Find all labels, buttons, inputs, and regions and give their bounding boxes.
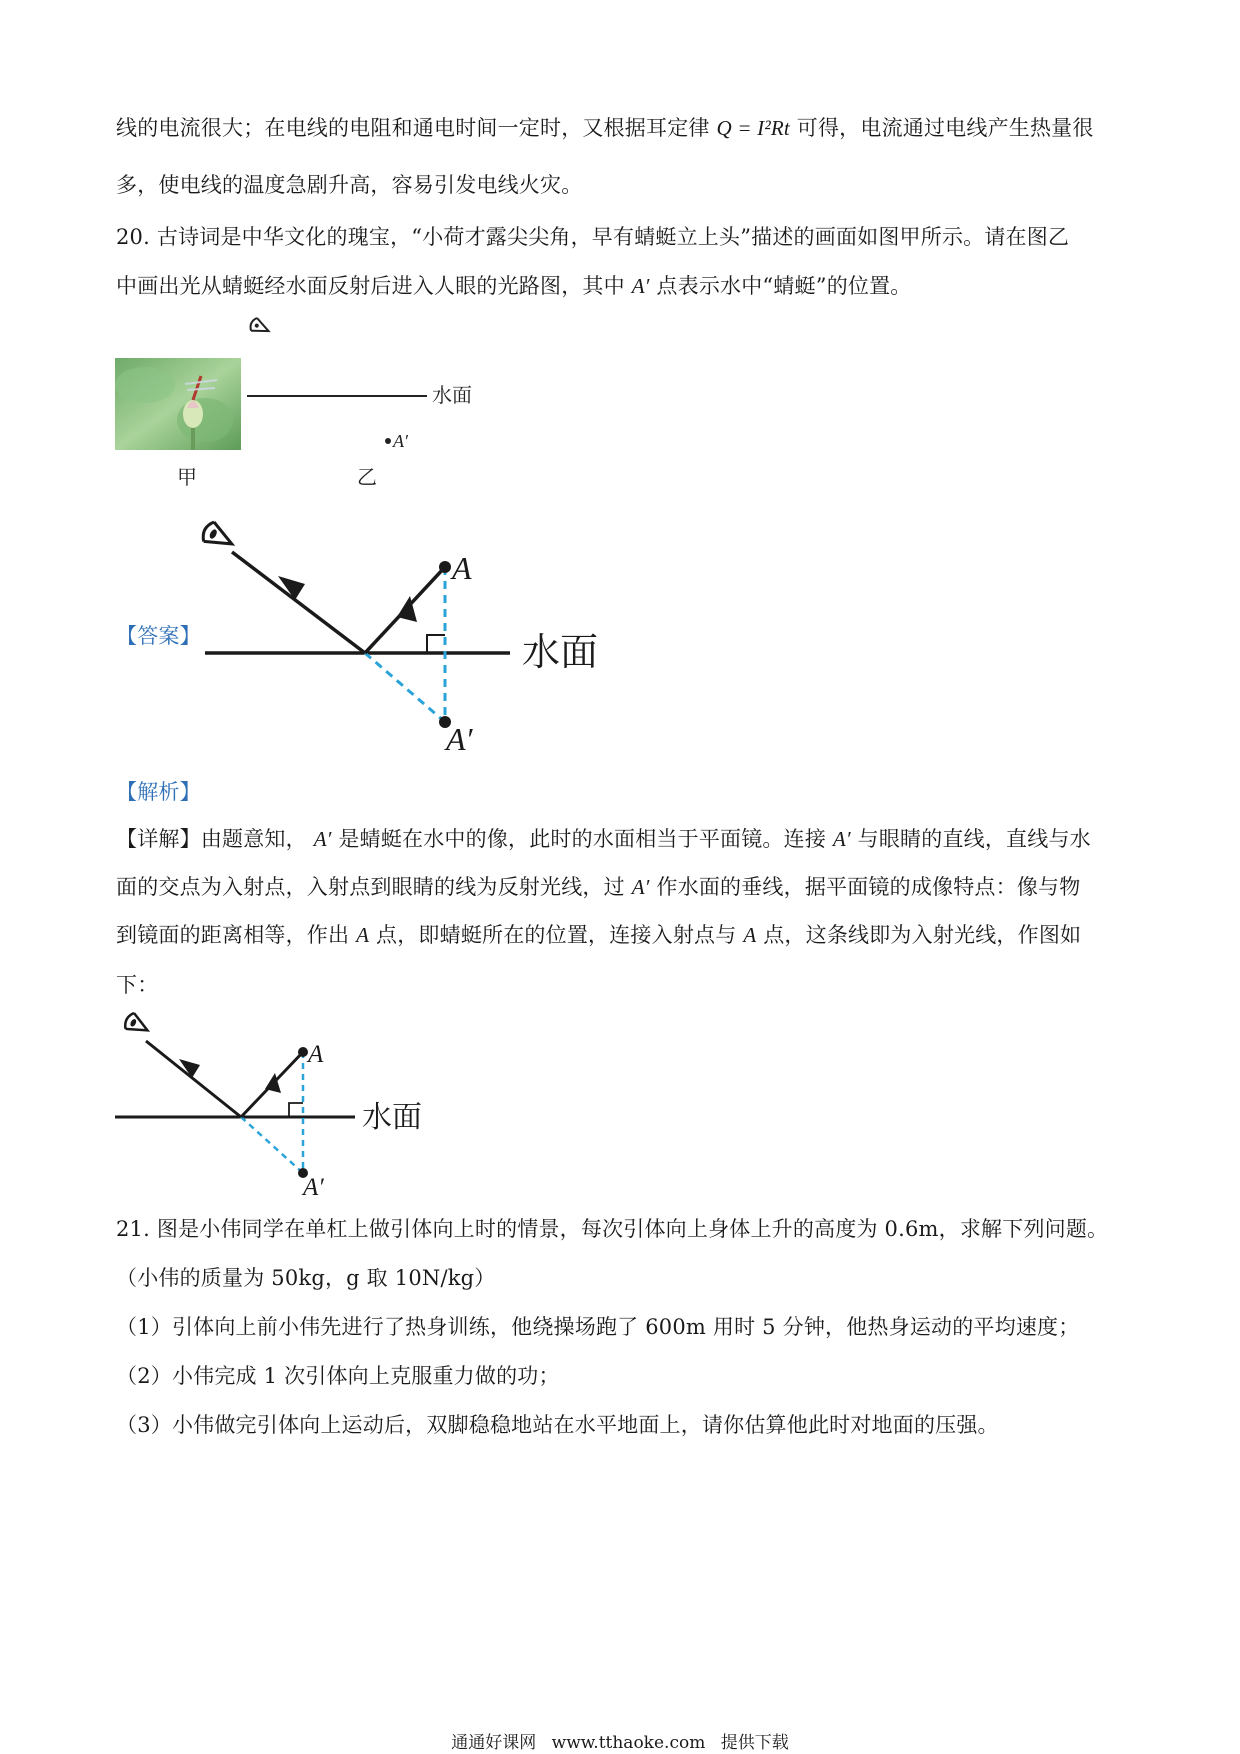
text-segment: 线的电流很大；在电线的电阻和通电时间一定时，又根据耳定律 bbox=[116, 116, 710, 140]
extension-dashed-line bbox=[365, 653, 445, 722]
text-line: 多，使电线的温度急剧升高，容易引发电线火灾。 bbox=[116, 173, 583, 197]
water-surface-label: 水面 bbox=[522, 630, 599, 674]
text-segment: 作水面的垂线，据平面镜的成像特点：像与物 bbox=[656, 875, 1081, 899]
point-A-prime-label: A′ bbox=[446, 721, 473, 757]
text-segment: 到镜面的距离相等，作出 bbox=[116, 923, 350, 947]
point-A-label: A bbox=[308, 1041, 324, 1068]
question-21-line-2: （小伟的质量为 50kg，g 取 10N/kg） bbox=[116, 1266, 496, 1290]
joule-law-formula: Q = I²Rt bbox=[716, 116, 790, 140]
question-figure bbox=[105, 310, 505, 500]
detail-line-1 bbox=[116, 823, 1091, 853]
eye-icon bbox=[248, 317, 271, 338]
detail-line-3 bbox=[116, 919, 1081, 949]
water-surface-label: 水面 bbox=[432, 383, 472, 407]
footer-url[interactable]: www.tthaoke.com bbox=[551, 1733, 706, 1753]
detail-line-2 bbox=[116, 871, 1080, 901]
question-20-line-1: 20. 古诗词是中华文化的瑰宝，“小荷才露尖尖角，早有蜻蜓立上头”描述的画面如图甲所示。请在图乙 bbox=[116, 225, 1070, 249]
point-symbol: A′ bbox=[313, 827, 332, 851]
text-segment: 点，这条线即为入射光线，作图如 bbox=[763, 923, 1082, 947]
lotus-dragonfly-photo bbox=[115, 358, 241, 450]
point-symbol: A bbox=[356, 923, 370, 947]
point-A-label: A bbox=[452, 550, 472, 586]
detail-label: 【详解】 bbox=[116, 827, 201, 851]
footer-action: 提供下载 bbox=[720, 1733, 789, 1753]
answer-label: 【答案】 bbox=[116, 624, 201, 648]
point-A bbox=[439, 561, 451, 573]
question-20-line-2 bbox=[116, 270, 912, 300]
text-segment: 点表示水中“蜻蜓”的位置。 bbox=[656, 274, 912, 298]
text-segment: 是蜻蜓在水中的像，此时的水面相当于平面镜。连接 bbox=[338, 827, 827, 851]
detail-line-4: 下： bbox=[116, 973, 159, 997]
text-segment: 面的交点为入射点，入射点到眼睛的线为反射光线，过 bbox=[116, 875, 625, 899]
text-line bbox=[116, 112, 1094, 142]
solution-diagram bbox=[110, 1005, 440, 1195]
point-symbol: A bbox=[743, 923, 757, 947]
footer-site-name: 通通好课网 bbox=[451, 1733, 537, 1753]
text-segment: 与眼睛的直线，直线与水 bbox=[857, 827, 1091, 851]
footer bbox=[0, 1728, 1240, 1753]
point-symbol: A′ bbox=[631, 875, 650, 899]
extension-dashed-line bbox=[241, 1117, 303, 1173]
question-21-part-2: （2）小伟完成 1 次引体向上克服重力做的功； bbox=[116, 1364, 560, 1388]
analysis-label: 【解析】 bbox=[116, 780, 201, 804]
text-segment: 点，即蜻蜓所在的位置，连接入射点与 bbox=[376, 923, 737, 947]
right-angle-marker bbox=[427, 635, 445, 653]
text-segment: 由题意知， bbox=[200, 827, 307, 851]
eye-icon bbox=[200, 520, 237, 554]
figure-jia-label: 甲 bbox=[177, 465, 197, 489]
point-symbol: A′ bbox=[832, 827, 851, 851]
question-21-part-1: （1）引体向上前小伟先进行了热身训练，他绕操场跑了 600m 用时 5 分钟，他热身运动的平均速度； bbox=[116, 1315, 1080, 1339]
water-surface-label: 水面 bbox=[362, 1100, 422, 1135]
eye-icon bbox=[122, 1011, 151, 1038]
point-A-prime-label: A′ bbox=[393, 431, 408, 451]
question-21-part-3: （3）小伟做完引体向上运动后，双脚稳稳地站在水平地面上，请你估算他此时对地面的压强。 bbox=[116, 1413, 999, 1437]
point-symbol: A′ bbox=[631, 274, 650, 298]
reflected-ray bbox=[146, 1041, 241, 1117]
answer-diagram bbox=[180, 510, 620, 760]
text-segment: 中画出光从蜻蜓经水面反射后进入人眼的光路图，其中 bbox=[116, 274, 625, 298]
reflected-ray bbox=[232, 552, 365, 653]
point-A-prime-label: A′ bbox=[303, 1174, 324, 1195]
figure-yi-label: 乙 bbox=[357, 465, 377, 489]
point-A-prime bbox=[385, 438, 391, 444]
point-A bbox=[298, 1047, 308, 1057]
text-segment: 可得，电流通过电线产生热量很 bbox=[796, 116, 1094, 140]
question-21-line-1: 21. 图是小伟同学在单杠上做引体向上时的情景，每次引体向上身体上升的高度为 0.6m，求解下列问题。 bbox=[116, 1217, 1109, 1241]
right-angle-marker bbox=[289, 1103, 303, 1117]
